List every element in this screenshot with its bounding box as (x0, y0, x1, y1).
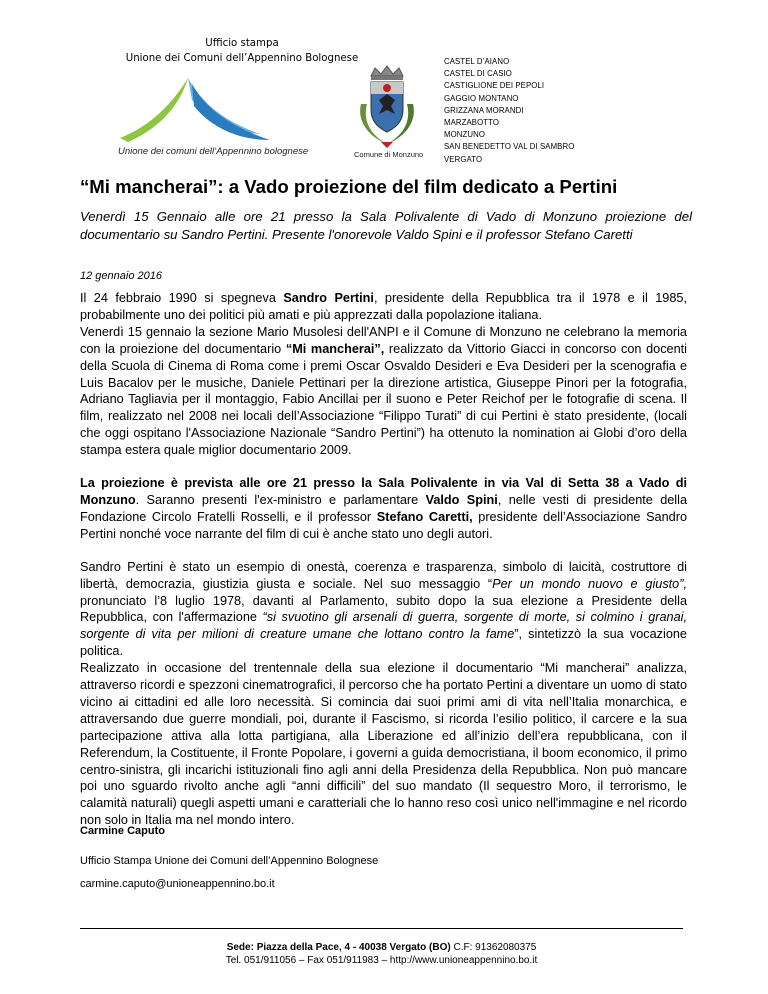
signature-email: carmine.caputo@unioneappennino.bo.it (80, 878, 275, 890)
press-office-heading (118, 36, 366, 66)
italic-text: Per un mondo nuovo e giusto”, (492, 576, 687, 591)
municipality-item: MARZABOTTO (444, 118, 500, 128)
press-office-line: Ufficio stampa (205, 38, 279, 49)
text-run: presidente dell’Associazione Sandro Pertini nonché voce narrante del film di cui è anche stato uno degli autori. (80, 509, 688, 541)
signature-name: Carmine Caputo (80, 825, 165, 837)
footer-address: Sede: Piazza della Pace, 4 - 40038 Vergato (BO) (226, 942, 451, 953)
bold-text: “Mi mancherai”, (285, 341, 385, 356)
article-title: “Mi mancherai”: a Vado proiezione del film dedicato a Pertini (80, 176, 618, 197)
signature-office: Ufficio Stampa Unione dei Comuni dell’Appennino Bolognese (80, 855, 379, 867)
footer-tax-code: C.F: 91362080375 (450, 942, 537, 953)
municipality-item: GRIZZANA MORANDI (444, 105, 524, 115)
monzuno-crest (347, 64, 427, 150)
text-run: Venerdì 15 gennaio la sezione Mario Musolesi dell'ANPI e il Comune di Monzuno ne celebrano la memoria con la proiezione del documentario (80, 324, 687, 356)
municipality-item: MONZUNO (444, 130, 485, 140)
footer-contacts: Tel. 051/911056 – Fax 051/911983 – http://www.unioneappennino.bo.it (225, 955, 538, 966)
text-run: , nelle vesti di presidente della Fondazione Circolo Fratelli Rosselli, e il professor (80, 492, 688, 524)
union-logo (110, 70, 320, 160)
italic-text: “si svuotino gli arsenali di guerra, sorgente di morte, si colmino i granai, sorgente di vita per milioni di creature umane che lottano contro la fame (80, 610, 687, 642)
text-run: realizzato da Vittorio Giacci in concorso con docenti della Scuola di Cinema di Roma come i premi Oscar Osvaldo Desideri e Eva Desideri per la scenografia e Luis Bacalov per le musiche, Daniele Pettinari per la direzione artistica, Giuseppe Pinori per la fotografia, Adriano Tagliavia per il montaggio, Fabio Ancillai per il suono e Peter Reichof per le fotografie di scena. Il film, realizzato nel 2008 nei locali dell’Associazione “Filippo Turati” di cui Pertini è stato presidente, (locali che oggi ospitano l'Associazione Nazionale “Sandro Pertini”) ha ottenuto la nomination ai Globi d’oro della stampa estera quale miglior documentario 2009. (80, 341, 687, 458)
paragraph-legacy (80, 559, 687, 660)
text-run: Il 24 febbraio 1990 si spegneva (80, 291, 284, 305)
municipality-item: GAGGIO MONTANO (444, 93, 519, 103)
text-run: . Saranno presenti l'ex-ministro e parlamentare (135, 492, 426, 507)
bold-text: Valdo Spini (425, 492, 498, 507)
paragraph-documentary (80, 660, 687, 829)
footer-divider (80, 928, 683, 929)
text-run: ”, sintetizzò la sua vocazione politica. (80, 627, 687, 659)
paragraph-event (80, 324, 687, 459)
bold-text: Sandro Pertini (283, 291, 374, 305)
article-date: 12 gennaio 2016 (80, 270, 162, 282)
paragraph-screening (80, 475, 687, 543)
union-name-line: Unione dei Comuni dell’Appennino Bolognese (125, 53, 359, 64)
municipality-item: CASTEL D’AIANO (444, 57, 510, 66)
text-run: Sandro Pertini è stato un esempio di onestà, coerenza e trasparenza, simbolo di laicità, costruttore di libertà, democrazia, giustizia giusta e sociale. Nel suo messaggio “ (80, 559, 687, 591)
municipality-item: CASTIGLIONE DEI PEPOLI (444, 81, 545, 91)
municipality-item: VERGATO (444, 154, 483, 164)
text-run: Realizzato in occasione del trentennale della sua elezione il documentario “Mi mancherai” analizza, attraverso ricordi e spezzoni cinematrografici, il percorso che ha portato Pertini a diventare un uomo di stato vicino ai cittadini ed alle loro necessità. Si comincia dai suoi primi ami di vita nell’Italia monarchica, e attraversando due guerre mondiali, poi, durante il Fascismo, si ricorda l’esilio politico, il carcere e la sua partecipazione attiva alla lotta partigiana, alla Liberazione ed all’inizio dell’era repubblicana, con il Referendum, la Costituente, il Fronte Popolare, i governi a guida democristiana, il boom economico, il primo centro-sinistra, gli incarichi istituzionali fino agli anni della Presidenza della Repubblica. Non può mancare poi uno sguardo rivolto anche agli “anni difficili” del suo mandato (Il sequestro Moro, il terrorismo, le calamità naturali) quegli aspetti umani e caratteriali che lo hanno reso così unico nell'immagine e nel ricordo non solo in Italia ma nel mondo intero. (80, 661, 687, 828)
footer (80, 941, 683, 967)
text-run: pronunciato l’8 luglio 1978, davanti al Parlamento, subito dopo la sua elezione a Presidente della Repubblica, con l'affermazione (80, 593, 687, 625)
member-municipalities-list (444, 56, 574, 166)
coat-of-arms-icon (347, 64, 427, 150)
bold-text: Stefano Caretti, (376, 509, 473, 524)
footer-address-line (80, 941, 683, 954)
paragraph-intro (80, 290, 687, 324)
municipality-item: CASTEL DI CASIO (444, 69, 512, 79)
bold-text: La proiezione è prevista alle ore 21 presso la Sala Polivalente in via Val di Setta 38 a Vado di Monzuno (80, 476, 687, 507)
text-run: , presidente della Repubblica tra il 1978 e il 1985, probabilmente uno dei politici più amati e più apprezzati dalla popolazione italiana. (80, 291, 687, 322)
union-logo-caption: Unione dei comuni dell’Appennino bolognese (118, 146, 309, 157)
letterhead (0, 0, 768, 170)
article-body (80, 290, 687, 829)
crest-caption: Comune di Monzuno (354, 150, 424, 159)
municipality-item: SAN BENEDETTO VAL DI SAMBRO (444, 142, 575, 152)
article-subtitle: Venerdì 15 Gennaio alle ore 21 presso la Sala Polivalente di Vado di Monzuno proiezione del documentario su Sandro Pertini. Presente l'onorevole Valdo Spini e il professor Stefano Caretti (80, 209, 692, 242)
union-logo-mark-icon (110, 70, 320, 150)
